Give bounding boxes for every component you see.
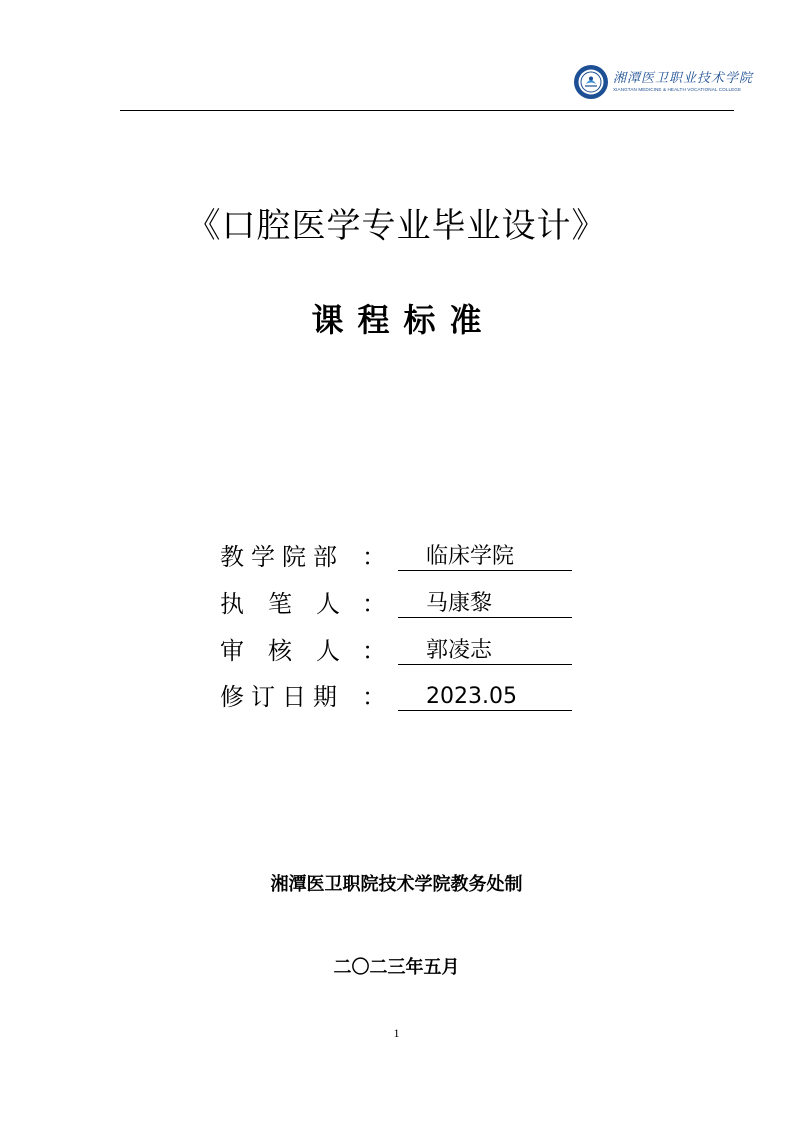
info-label: 审核人 — [220, 637, 364, 665]
info-colon: ： — [362, 637, 386, 665]
info-label: 修订日期 — [220, 683, 344, 711]
school-seal-icon — [573, 64, 609, 100]
info-colon: ： — [362, 683, 386, 711]
school-name-en: XIANGTAN MEDICINE & HEALTH VOCATIONAL COLLEGE — [613, 86, 742, 92]
info-row-revision-date — [220, 680, 517, 714]
info-value: 郭凌志 — [398, 634, 572, 665]
document-subtitle: 课程标准 — [311, 301, 496, 339]
publication-date: 二〇二三年五月 — [333, 957, 460, 978]
info-row-author — [220, 587, 493, 621]
page-number: 1 — [393, 1026, 400, 1040]
info-value: 马康黎 — [398, 587, 572, 618]
info-row-reviewer — [220, 634, 493, 668]
info-label: 教学院部 — [220, 543, 344, 571]
issuing-office: 湘潭医卫职院技术学院教务处制 — [270, 874, 523, 895]
school-logo — [573, 64, 753, 100]
header-divider — [120, 110, 734, 111]
school-name-cn: 湘潭医卫职业技术学院 — [613, 70, 754, 86]
info-label: 执笔人 — [220, 590, 364, 618]
info-value: 2023.05 — [398, 680, 572, 711]
info-colon: ： — [362, 543, 386, 571]
info-row-department — [220, 540, 515, 574]
document-title: 《口腔医学专业毕业设计》 — [186, 206, 607, 246]
info-colon: ： — [362, 590, 386, 618]
info-value: 临床学院 — [398, 540, 572, 571]
